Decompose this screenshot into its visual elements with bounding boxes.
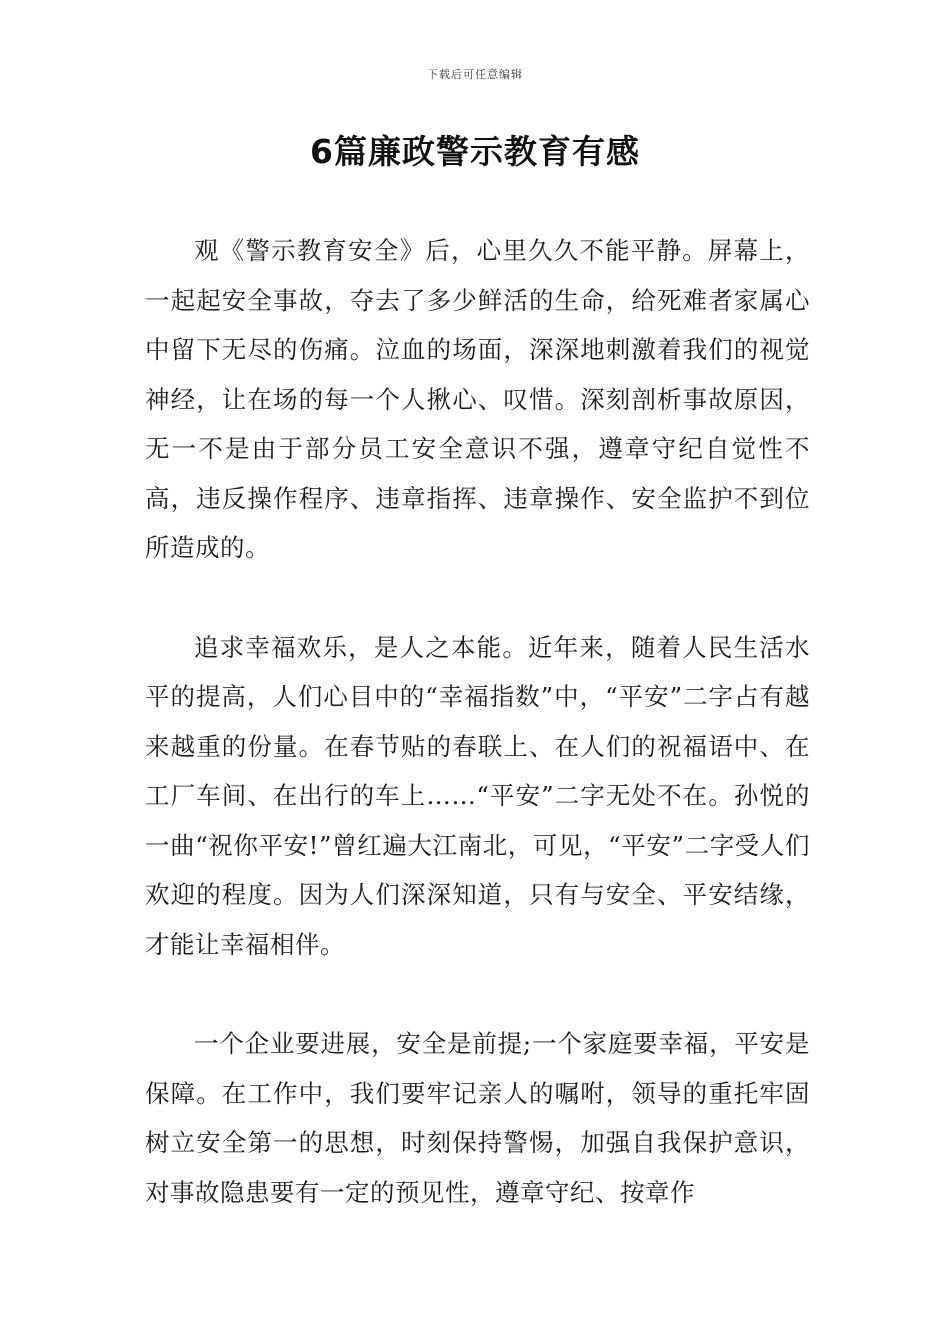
paragraph-3: 一个企业要进展，安全是前提;一个家庭要幸福，平安是保障。在工作中，我们要牢记亲人的嘱咐，领导的重托牢固树立安全第一的思想，时刻保持警惕，加强自我保护意识，对事故隐患要有一定的预见性，遵章守纪、按章作 <box>145 1029 810 1207</box>
page-title: 6篇廉政警示教育有感 <box>310 132 640 171</box>
document-body <box>145 226 810 1267</box>
paragraph-1: 观《警示教育安全》后，心里久久不能平静。屏幕上，一起起安全事故，夺去了多少鲜活的生命，给死难者家属心中留下无尽的伤痛。泣血的场面，深深地刺激着我们的视觉神经，让在场的每一个人揪心、叹惜。深刻剖析事故原因，无一不是由于部分员工安全意识不强，遵章守纪自觉性不高，违反操作程序、违章指挥、违章操作、安全监护不到位所造成的。 <box>145 236 810 562</box>
header-note: 下载后可任意编辑 <box>427 68 523 81</box>
paragraph-2: 追求幸福欢乐，是人之本能。近年来，随着人民生活水平的提高，人们心目中的“幸福指数”中，“平安”二字占有越来越重的份量。在春节贴的春联上、在人们的祝福语中、在工厂车间、在出行的车上……“平安”二字无处不在。孙悦的一曲“祝你平安!”曾红遍大江南北，可见，“平安”二字受人们欢迎的程度。因为人们深深知道，只有与安全、平安结缘，才能让幸福相伴。 <box>145 632 810 959</box>
